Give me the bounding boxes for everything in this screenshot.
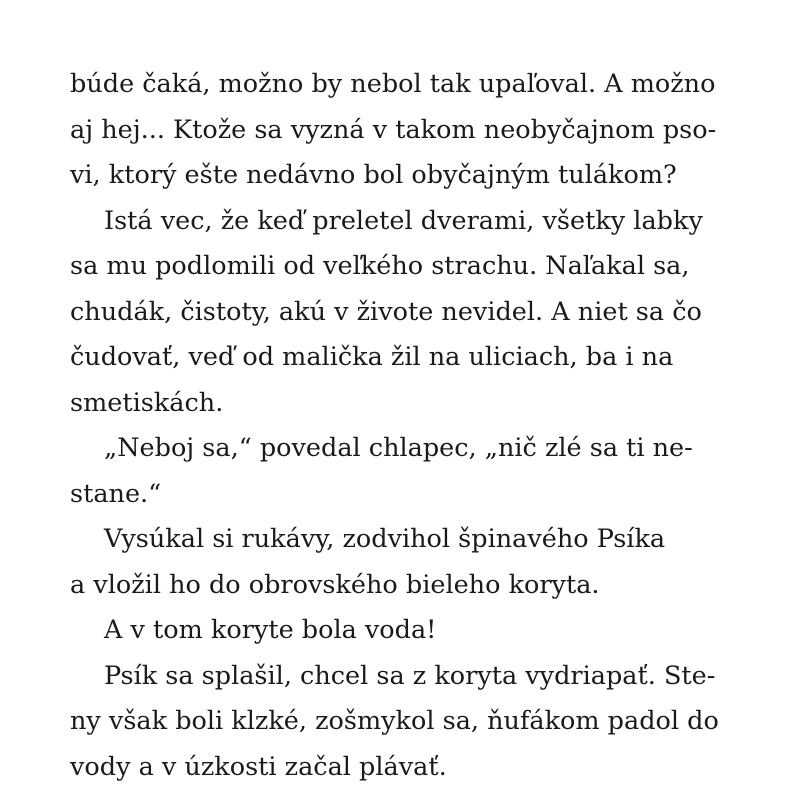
text-line: aj hej... Ktože sa vyzná v takom neobyčajnom pso- [70, 114, 717, 145]
text-line: chudák, čistoty, akú v živote nevidel. A niet sa čo [70, 296, 702, 327]
text-line: Istá vec, že keď preletel dverami, všetky labky [104, 205, 703, 236]
text-line: Vysúkal si rukávy, zodvihol špinavého Psíka [104, 524, 666, 554]
text-line: vi, ktorý ešte nedávno bol obyčajným tulákom? [70, 160, 677, 190]
text-line: stane.“ [70, 478, 162, 509]
text-line: vody a v úzkosti začal plávať. [70, 751, 447, 782]
body-text [70, 62, 750, 790]
text-line: Psík sa splašil, chcel sa z koryta vydriapať. Ste- [104, 660, 716, 691]
text-line: a vložil ho do obrovského bieleho koryta. [70, 569, 600, 600]
text-line: smetiskách. [70, 387, 224, 418]
text-line: sa mu podlomili od veľkého strachu. Naľakal sa, [70, 251, 690, 281]
text-line: čudovať, veď od malička žil na uliciach, ba i na [70, 342, 674, 372]
text-line: búde čaká, možno by nebol tak upaľoval. A možno [70, 69, 716, 99]
text-line: A v tom koryte bola voda! [104, 615, 437, 645]
text-line: „Neboj sa,“ povedal chlapec, „nič zlé sa ti ne- [104, 433, 693, 463]
text-line: ny však boli klzké, zošmykol sa, ňufákom padol do [70, 706, 719, 736]
